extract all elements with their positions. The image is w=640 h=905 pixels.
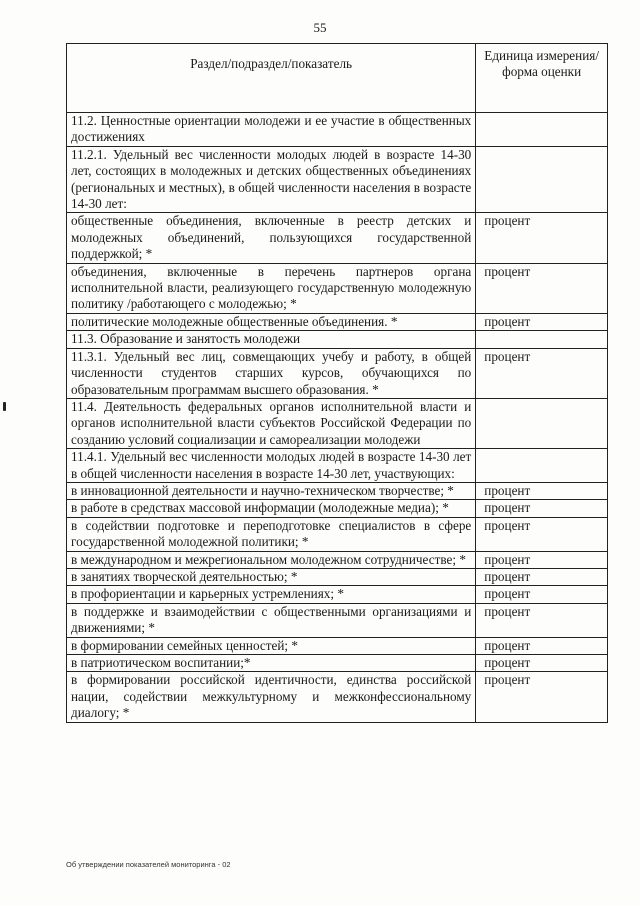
unit-cell: процент (476, 603, 608, 637)
indicator-cell: 11.4.1. Удельный вес численности молодых людей в возрасте 14-30 лет в общей численности населения в возрасте 14-30 лет, участвующих: (67, 449, 476, 483)
indicator-cell: в патриотическом воспитании;* (67, 655, 476, 672)
indicator-cell: в работе в средствах массовой информации (молодежные медиа); * (67, 500, 476, 517)
indicator-cell: в международном и межрегиональном молодежном сотрудничестве; * (67, 551, 476, 568)
indicator-cell: 11.2. Ценностные ориентации молодежи и ее участие в общественных достижениях (67, 113, 476, 147)
table-row (67, 603, 608, 637)
indicator-cell: в профориентации и карьерных устремлениях; * (67, 586, 476, 603)
indicator-cell: общественные объединения, включенные в реестр детских и молодежных объединений, пользующихся государственной поддержкой; * (67, 213, 476, 263)
table-row (67, 637, 608, 654)
table-row (67, 449, 608, 483)
unit-cell (476, 146, 608, 213)
table-row (67, 568, 608, 585)
indicators-table (66, 43, 608, 723)
indicator-cell: в поддержке и взаимодействии с общественными организациями и движениями; * (67, 603, 476, 637)
page-number: 55 (313, 20, 327, 35)
table-header-row (67, 44, 608, 113)
indicator-cell: 11.3. Образование и занятость молодежи (67, 331, 476, 348)
table-row (67, 398, 608, 448)
unit-cell: процент (476, 551, 608, 568)
indicator-cell: в инновационной деятельности и научно-техническом творчестве; * (67, 482, 476, 499)
table-row (67, 348, 608, 398)
indicator-cell: 11.4. Деятельность федеральных органов исполнительной власти и органов исполнительной власти субъектов Российской Федерации по созданию условий социализации и самореализации молодежи (67, 398, 476, 448)
unit-cell: процент (476, 313, 608, 330)
unit-cell: процент (476, 263, 608, 313)
footer-note: Об утверждении показателей мониторинга - 02 (66, 860, 231, 869)
header-indicator: Раздел/подраздел/показатель (67, 44, 476, 113)
unit-cell: процент (476, 672, 608, 722)
indicator-cell: в формировании семейных ценностей; * (67, 637, 476, 654)
unit-cell: процент (476, 482, 608, 499)
unit-cell (476, 113, 608, 147)
table-row (67, 672, 608, 722)
indicator-cell: в содействии подготовке и переподготовке специалистов в сфере государственной молодежной политики; * (67, 517, 476, 551)
unit-cell: процент (476, 517, 608, 551)
unit-cell: процент (476, 655, 608, 672)
unit-cell: процент (476, 348, 608, 398)
indicator-cell: в занятиях творческой деятельностью; * (67, 568, 476, 585)
table-row (67, 500, 608, 517)
table-row (67, 517, 608, 551)
unit-cell (476, 331, 608, 348)
unit-cell (476, 449, 608, 483)
indicator-cell: объединения, включенные в перечень партнеров органа исполнительной власти, реализующего государственную молодежную политику /работающего с молодежью; * (67, 263, 476, 313)
table-row (67, 586, 608, 603)
table-row (67, 655, 608, 672)
table-row (67, 146, 608, 213)
unit-cell: процент (476, 500, 608, 517)
table-row (67, 263, 608, 313)
indicator-cell: в формировании российской идентичности, единства российской нации, содействии межкультурному и межконфессиональному диалогу; * (67, 672, 476, 722)
indicator-cell: 11.3.1. Удельный вес лиц, совмещающих учебу и работу, в общей численности студентов старших курсов, обучающихся по образовательным программам высшего образования. * (67, 348, 476, 398)
indicator-cell: 11.2.1. Удельный вес численности молодых людей в возрасте 14-30 лет, состоящих в молодежных и детских общественных объединениях (региональных и местных), в общей численности населения в возрасте 14-30 лет: (67, 146, 476, 213)
table-row (67, 331, 608, 348)
unit-cell: процент (476, 586, 608, 603)
table-body (67, 113, 608, 723)
table-row (67, 113, 608, 147)
unit-cell: процент (476, 568, 608, 585)
margin-mark (3, 402, 6, 411)
indicator-cell: политические молодежные общественные объединения. * (67, 313, 476, 330)
unit-cell: процент (476, 637, 608, 654)
unit-cell: процент (476, 213, 608, 263)
table-row (67, 482, 608, 499)
header-unit: Единица измерения/ форма оценки (476, 44, 608, 113)
unit-cell (476, 398, 608, 448)
table-row (67, 313, 608, 330)
table-row (67, 551, 608, 568)
table-row (67, 213, 608, 263)
